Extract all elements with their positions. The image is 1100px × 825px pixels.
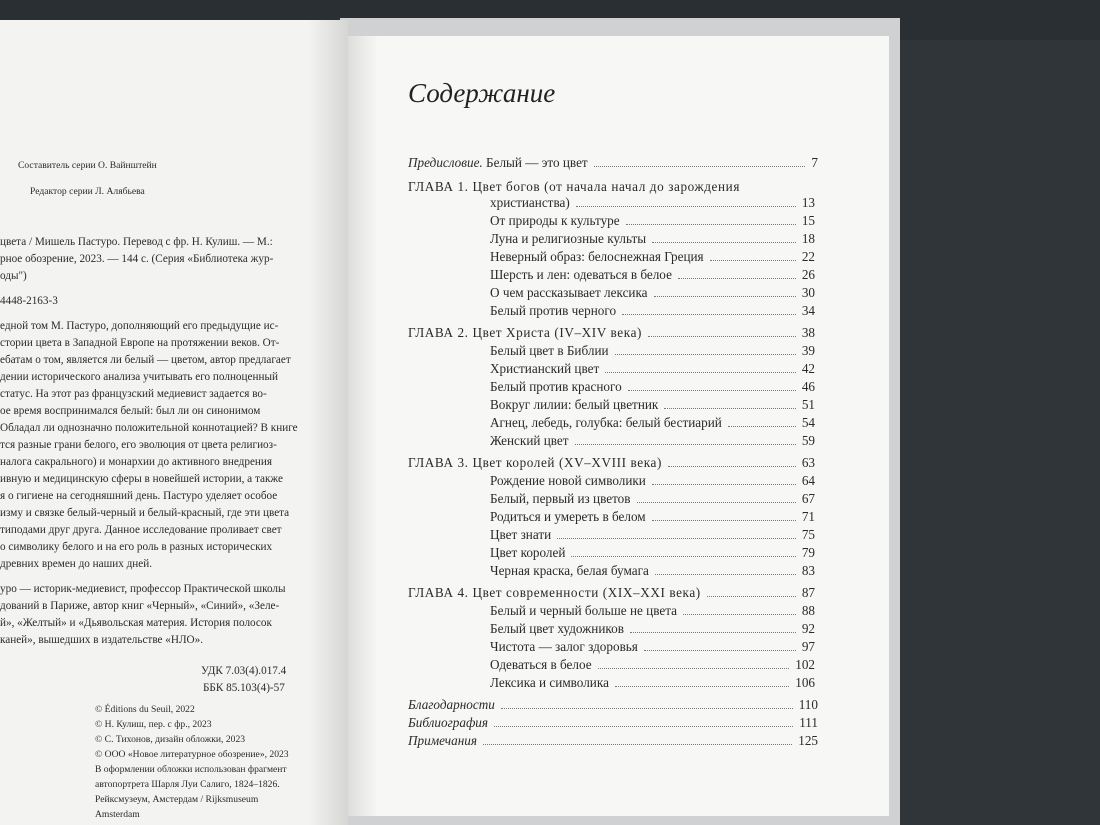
toc-entry-title: Белый цвет в Библии <box>490 343 609 358</box>
toc-leader-dots <box>710 260 796 261</box>
toc-leader-dots <box>615 354 796 355</box>
left-page-line: изму и связке белый-черный и белый-красный, где эти цвета <box>0 507 290 519</box>
left-page-line: оды") <box>0 270 27 282</box>
toc-page-number: 51 <box>801 397 815 412</box>
left-page-line: й», «Желтый» и «Дьявольская материя. История полосок <box>0 617 272 629</box>
left-page-line: ое время воспринимался белый: был ли он синонимом <box>0 405 261 417</box>
toc-page-number: 39 <box>801 343 815 358</box>
toc-entry-title: Цвет королей <box>490 545 566 560</box>
toc-entry <box>408 323 815 341</box>
toc-entry <box>490 619 815 637</box>
toc-page-number: 75 <box>801 527 815 542</box>
toc-entry-title: Белый и черный больше не цвета <box>490 603 678 618</box>
toc-leader-dots <box>655 574 796 575</box>
toc-entry-title: Женский цвет <box>490 433 569 448</box>
toc-entry <box>490 507 815 525</box>
left-page-line: © Éditions du Seuil, 2022 <box>95 704 195 715</box>
toc-entry <box>490 283 815 301</box>
toc-entry <box>490 525 815 543</box>
toc-entry-title: Чистота — залог здоровья <box>490 639 638 654</box>
toc-leader-dots <box>707 596 796 597</box>
toc-leader-dots <box>626 224 796 225</box>
toc-leader-dots <box>678 278 796 279</box>
toc-entry-title: Рождение новой символики <box>490 473 646 488</box>
toc-leader-dots <box>575 444 796 445</box>
left-page-line: Amsterdam <box>95 809 140 820</box>
toc-entry <box>408 583 815 601</box>
toc-entry-title: Шерсть и лен: одеваться в белое <box>490 267 672 282</box>
left-page-line: рное обозрение, 2023. — 144 с. (Серия «Библиотека жур- <box>0 253 274 265</box>
toc-leader-dots <box>652 242 796 243</box>
left-page-line: Составитель серии О. Вайнштейн <box>18 160 157 171</box>
toc-entry-title: Белый, первый из цветов <box>490 491 631 506</box>
left-page-line: 4448-2163-3 <box>0 295 58 307</box>
left-page-line: древних времен до наших дней. <box>0 558 153 570</box>
left-page-line: о символику белого и на его роль в разных исторических <box>0 541 273 553</box>
toc-entry-title: ГЛАВА 2. Цвет Христа (IV–XIV века) <box>408 325 643 340</box>
toc-entry-title-rest: Белый — это цвет <box>482 155 588 170</box>
left-page-line: стории цвета в Западной Европе на протяжении веков. От- <box>0 337 280 349</box>
toc-leader-dots <box>652 484 796 485</box>
left-page-line: © Н. Кулиш, пер. с фр., 2023 <box>95 719 212 730</box>
left-page-line: Редактор серии Л. Алябьева <box>30 186 145 197</box>
toc-page-number: 106 <box>795 675 815 690</box>
left-page-line: дований в Париже, автор книг «Черный», «Синий», «Зеле- <box>0 600 280 612</box>
toc-entry-title: ГЛАВА 1. Цвет богов (от начала начал до зарождения <box>408 179 740 194</box>
toc-leader-dots <box>630 632 796 633</box>
toc-entry-title <box>408 155 588 171</box>
toc-leader-dots <box>494 726 793 727</box>
toc-entry-title: Христианский цвет <box>490 361 600 376</box>
toc-entry <box>490 543 815 561</box>
toc-leader-dots <box>483 744 792 745</box>
toc-page-number: 18 <box>801 231 815 246</box>
toc-entry <box>490 359 815 377</box>
toc-entry-title: Луна и религиозные культы <box>490 231 647 246</box>
left-page-line: Обладал ли однозначно положительной коннотацией? В книге <box>0 422 298 434</box>
toc-entry <box>490 341 815 359</box>
toc-entry <box>490 377 815 395</box>
toc-entry-title: Цвет знати <box>490 527 552 542</box>
toc-leader-dots <box>622 314 796 315</box>
left-page-line: дении исторического анализа учитывать его полноценный <box>0 371 278 383</box>
left-page-line: Рейксмузеум, Амстердам / Rijksmuseum <box>95 794 259 805</box>
left-page-line: ББК 85.103(4)-57 <box>203 682 285 694</box>
toc-entry <box>490 655 815 673</box>
toc-page-number: 87 <box>801 585 815 600</box>
toc-page-number: 111 <box>799 715 818 730</box>
right-page <box>348 36 889 816</box>
toc-entry <box>490 413 815 431</box>
toc-entry-title: Белый против черного <box>490 303 617 318</box>
toc-page-number: 63 <box>801 455 815 470</box>
toc-entry-title: Библиография <box>408 715 489 730</box>
toc-entry <box>490 395 815 413</box>
left-page-line: тся разные грани белого, его эволюция от цвета религиоз- <box>0 439 277 451</box>
toc-leader-dots <box>668 466 796 467</box>
toc-entry <box>490 193 815 211</box>
left-page-line: уро — историк-медиевист, профессор Практической школы <box>0 583 286 595</box>
toc-page-number: 88 <box>801 603 815 618</box>
toc-page-number: 71 <box>801 509 815 524</box>
toc-leader-dots <box>628 390 796 391</box>
left-page-line: автопортрета Шарля Луи Салиго, 1824–1826. <box>95 779 280 790</box>
toc-leader-dots <box>652 520 796 521</box>
toc-entry <box>490 431 815 449</box>
toc-page-number: 92 <box>801 621 815 636</box>
gutter-shadow-right <box>348 36 378 816</box>
toc-entry-title: Лексика и символика <box>490 675 609 690</box>
left-page-line: цвета / Мишель Пастуро. Перевод с фр. Н. Кулиш. — М.: <box>0 236 273 248</box>
toc-leader-dots <box>637 502 796 503</box>
toc-page-number: 42 <box>801 361 815 376</box>
toc-entry <box>490 229 815 247</box>
toc-leader-dots <box>594 166 806 167</box>
toc-entry-title: Белый цвет художников <box>490 621 624 636</box>
toc-entry <box>490 471 815 489</box>
toc-page-number: 64 <box>801 473 815 488</box>
toc-entry-title: Неверный образ: белоснежная Греция <box>490 249 704 264</box>
toc-entry <box>490 601 815 619</box>
toc-leader-dots <box>648 336 796 337</box>
toc-page-number: 110 <box>798 697 818 712</box>
toc-page-number: 83 <box>801 563 815 578</box>
page-title: Содержание <box>408 78 556 108</box>
toc-entry-title: Одеваться в белое <box>490 657 592 672</box>
toc-entry <box>490 265 815 283</box>
toc-entry-title: Благодарности <box>408 697 495 712</box>
toc-entry <box>490 247 815 265</box>
toc-leader-dots <box>664 408 795 409</box>
toc-entry <box>490 673 815 691</box>
toc-entry-title: Черная краска, белая бумага <box>490 563 649 578</box>
left-page-line: налога сакрального) и монархии до активного внедрения <box>0 456 273 468</box>
left-page-line: я о гигиене на сегодняшний день. Пастуро уделяет особое <box>0 490 278 502</box>
left-page-line: статус. На этот раз французский медиевист задается во- <box>0 388 267 400</box>
left-page-line: УДК 7.03(4).017.4 <box>201 665 287 677</box>
toc-entry-prefix: Предисловие. <box>408 155 483 170</box>
toc-entry-title: ГЛАВА 4. Цвет современности (XIX–XXI века) <box>408 585 701 600</box>
gutter-shadow <box>308 20 348 825</box>
toc-entry <box>490 637 815 655</box>
toc-leader-dots <box>576 206 796 207</box>
toc-entry <box>408 453 815 471</box>
left-page-line: ебатам о том, является ли белый — цветом, автор предлагает <box>0 354 291 366</box>
left-page-line: типодами друг друга. Данное исследование проливает свет <box>0 524 282 536</box>
toc-page-number: 38 <box>801 325 815 340</box>
toc-entry-title: От природы к культуре <box>490 213 620 228</box>
toc-page-number: 34 <box>801 303 815 318</box>
toc-entry <box>408 153 818 171</box>
toc-entry-title: О чем рассказывает лексика <box>490 285 648 300</box>
toc-page-number: 97 <box>801 639 815 654</box>
toc-leader-dots <box>557 538 796 539</box>
toc-page-number: 102 <box>795 657 815 672</box>
left-page-line: едной том М. Пастуро, дополняющий его предыдущие ис- <box>0 320 279 332</box>
toc-page-number: 30 <box>801 285 815 300</box>
toc-page-number: 26 <box>801 267 815 282</box>
left-page-line: каней», вышедших в издательстве «НЛО». <box>0 634 204 646</box>
toc-entry <box>490 561 815 579</box>
toc-leader-dots <box>728 426 796 427</box>
toc-leader-dots <box>683 614 796 615</box>
toc-page-number: 46 <box>801 379 815 394</box>
left-page <box>0 20 348 825</box>
toc-entry <box>408 713 818 731</box>
toc-entry <box>490 211 815 229</box>
toc-page-number: 54 <box>801 415 815 430</box>
toc-entry-title: Агнец, лебедь, голубка: белый бестиарий <box>490 415 722 430</box>
toc-entry-title: ГЛАВА 3. Цвет королей (XV–XVIII века) <box>408 455 662 470</box>
toc-page-number: 15 <box>801 213 815 228</box>
left-page-line: ивную и медицинскую сферы в новейшей истории, а также <box>0 473 283 485</box>
toc-page-number: 13 <box>801 195 815 210</box>
toc-leader-dots <box>605 372 796 373</box>
toc-page-number: 22 <box>801 249 815 264</box>
toc-entry-title: Примечания <box>408 733 477 748</box>
toc-page-number: 79 <box>801 545 815 560</box>
toc-leader-dots <box>501 708 793 709</box>
toc-entry <box>490 489 815 507</box>
toc-entry-title: Родиться и умереть в белом <box>490 509 646 524</box>
toc-page-number: 125 <box>798 733 818 748</box>
toc-entry-title: Белый против красного <box>490 379 622 394</box>
toc-leader-dots <box>644 650 796 651</box>
toc-leader-dots <box>654 296 796 297</box>
left-page-line: В оформлении обложки использован фрагмент <box>95 764 287 775</box>
toc-page-number: 7 <box>811 155 818 170</box>
toc-page-number: 59 <box>801 433 815 448</box>
toc-leader-dots <box>571 556 795 557</box>
toc-leader-dots <box>615 686 789 687</box>
toc-entry-title: Вокруг лилии: белый цветник <box>490 397 659 412</box>
toc-entry-title: христианства) <box>490 195 570 210</box>
left-page-line: © С. Тихонов, дизайн обложки, 2023 <box>95 734 246 745</box>
toc-entry <box>408 695 818 713</box>
left-page-line: © ООО «Новое литературное обозрение», 2023 <box>95 749 289 760</box>
toc-page-number: 67 <box>801 491 815 506</box>
toc-leader-dots <box>598 668 790 669</box>
toc-entry <box>490 301 815 319</box>
toc-entry <box>408 731 818 749</box>
